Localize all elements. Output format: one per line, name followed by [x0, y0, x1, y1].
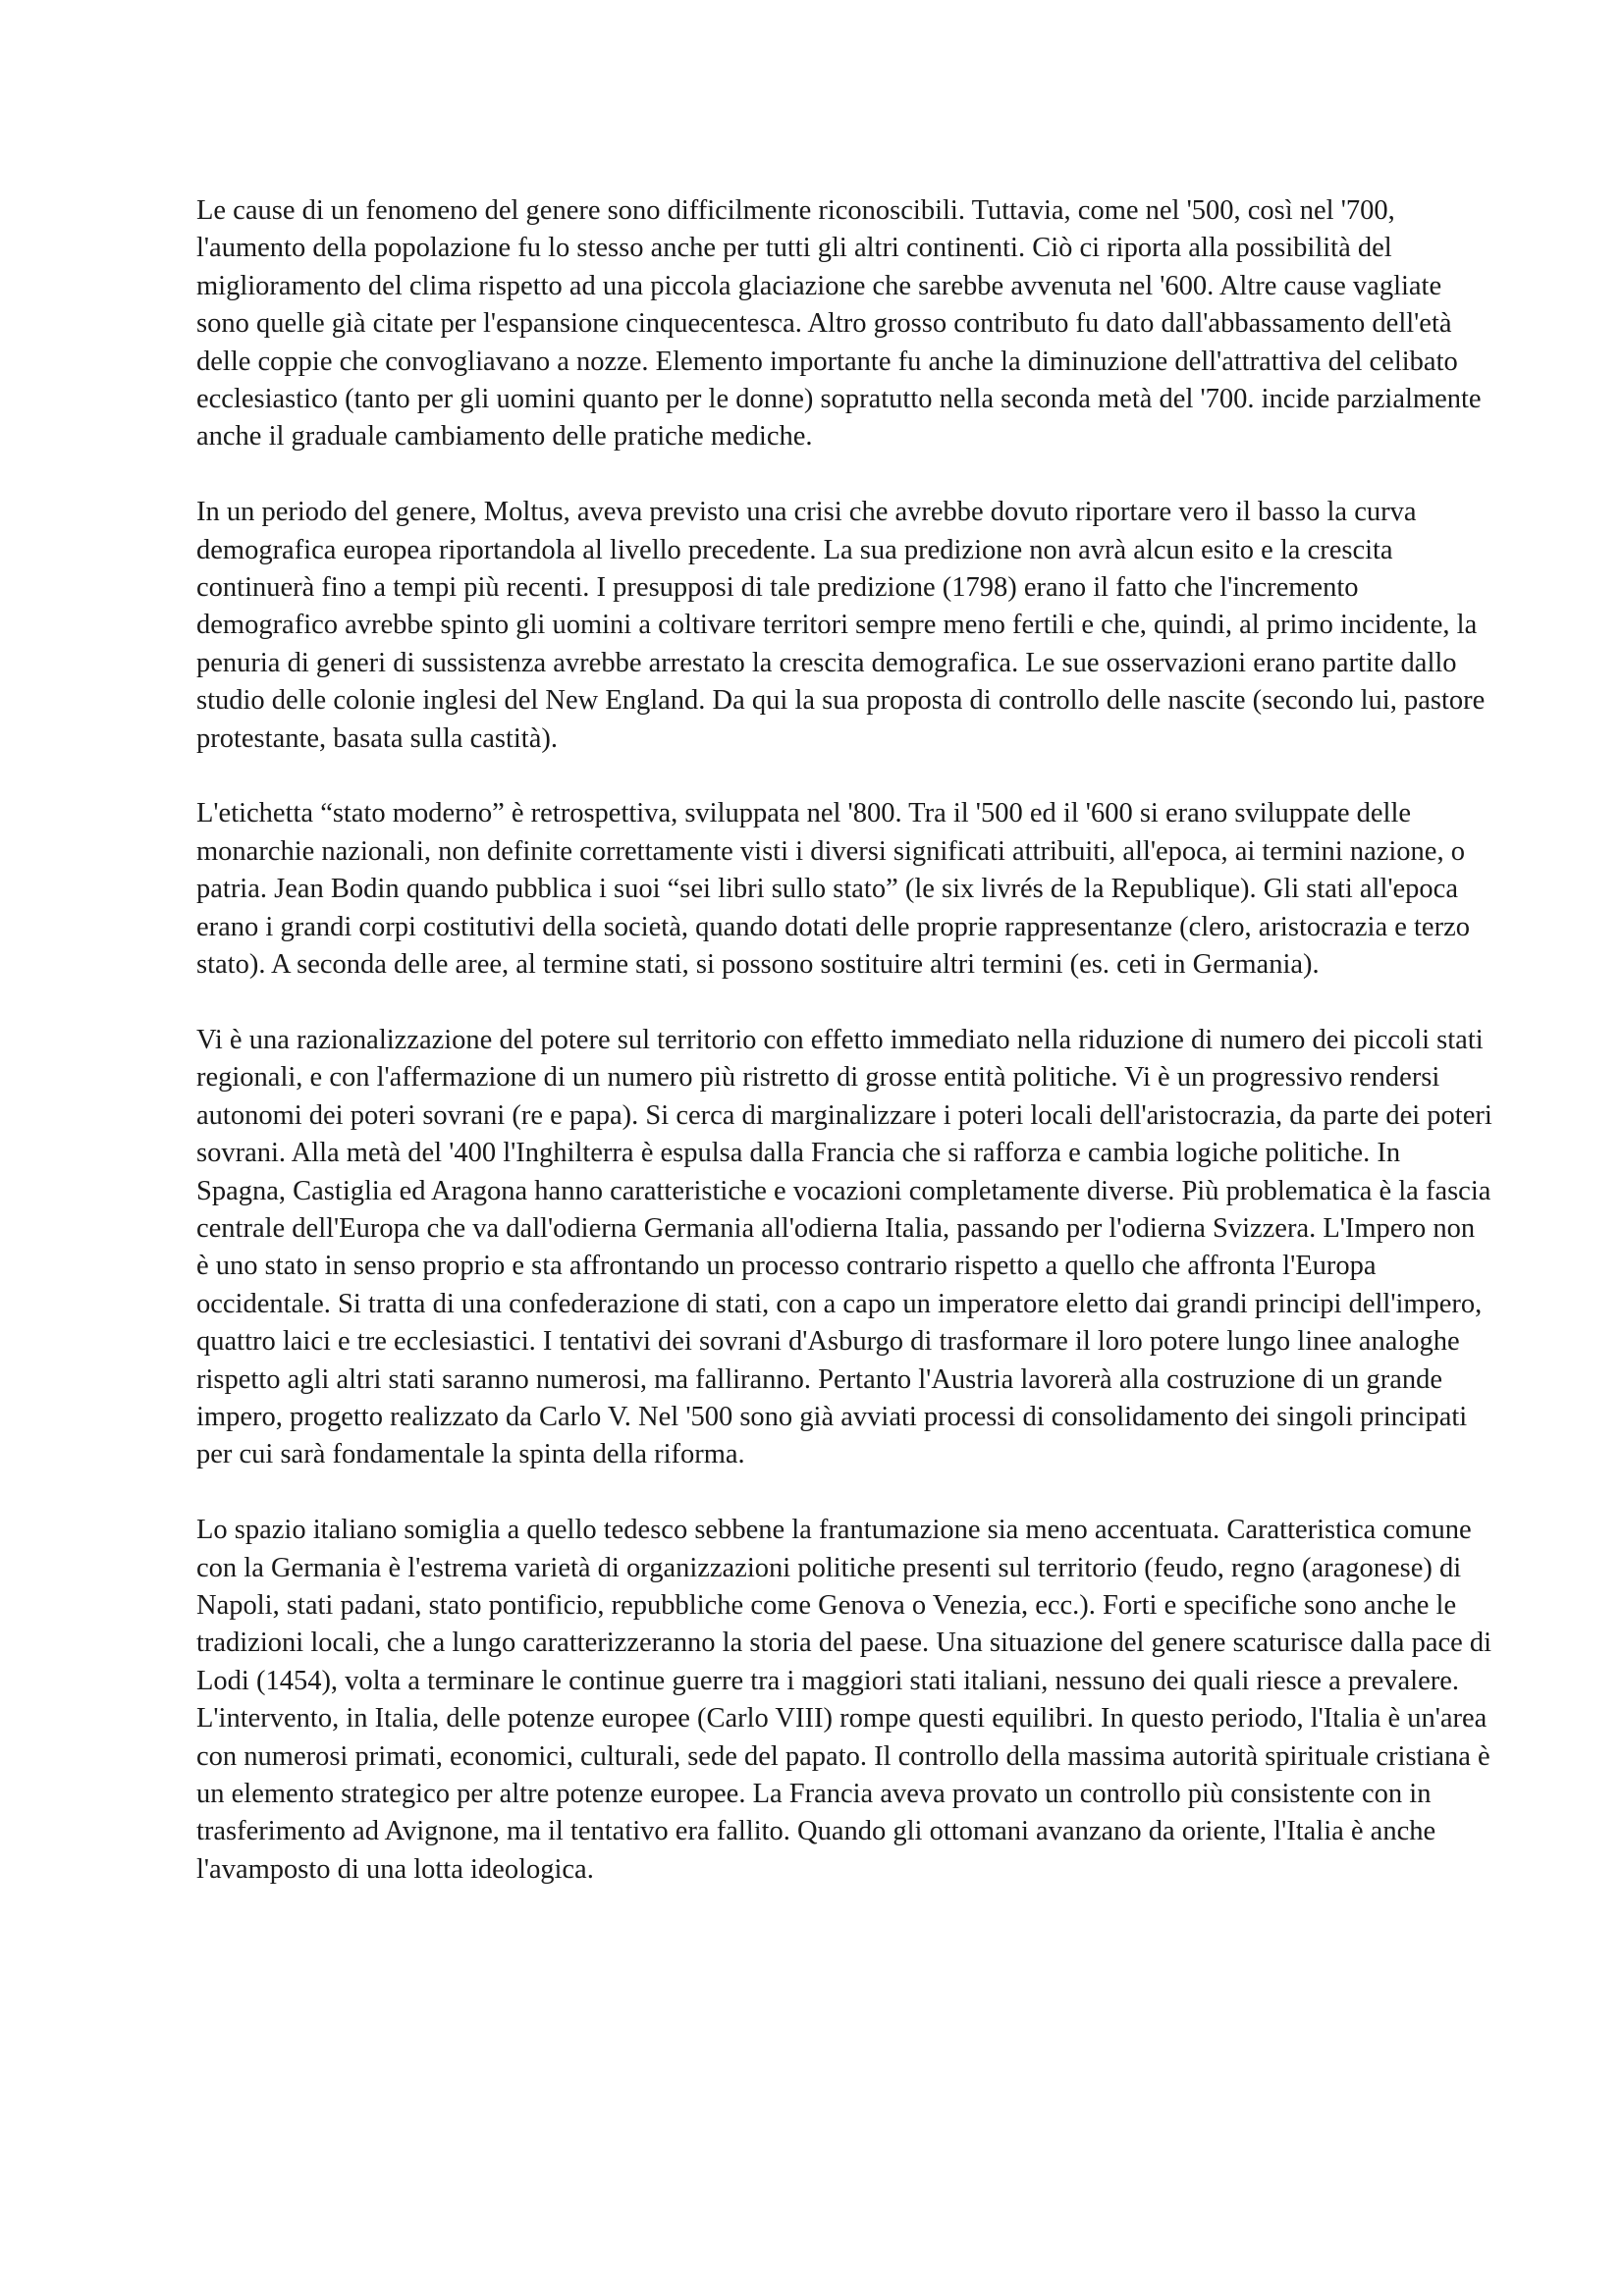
- paragraph-causes-population-growth: Le cause di un fenomeno del genere sono difficilmente riconoscibili. Tuttavia, come nel '500, così nel '700, l'aumento della popolazione fu lo stesso anche per tutti gli altri continenti. Ciò ci riporta alla possibilità del miglioramento del clima rispetto ad una piccola glaciazione che sarebbe avvenuta nel '600. Altre cause vagliate sono quelle già citate per l'espansione cinquecentesca. Altro grosso contributo fu dato dall'abbassamento dell'età delle coppie che convogliavano a nozze. Elemento importante fu anche la diminuzione dell'attrattiva del celibato ecclesiastico (tanto per gli uomini quanto per le donne) sopratutto nella seconda metà del '700. incide parzialmente anche il graduale cambiamento delle pratiche mediche.: [196, 195, 1482, 453]
- paragraph-italian-space: Lo spazio italiano somiglia a quello tedesco sebbene la frantumazione sia meno accentuata. Caratteristica comune con la Germania è l'estrema varietà di organizzazioni politiche presenti sul territorio (feudo, regno (aragonese) di Napoli, stati padani, stato pontificio, repubbliche come Genova o Venezia, ecc.). Forti e specifiche sono anche le tradizioni locali, che a lungo caratterizzeranno la storia del paese. Una situazione del genere scaturisce dalla pace di Lodi (1454), volta a terminare le continue guerre tra i maggiori stati italiani, nessuno dei quali riesce a prevalere. L'intervento, in Italia, delle potenze europee (Carlo VIII) rompe questi equilibri. In questo periodo, l'Italia è un'area con numerosi primati, economici, culturali, sede del papato. Il controllo della massima autorità spirituale cristiana è un elemento strategico per altre potenze europee. La Francia aveva provato un controllo più consistente con in trasferimento ad Avignone, ma il tentativo era fallito. Quando gli ottomani avanzano da oriente, l'Italia è anche l'avamposto di una lotta ideologica.: [196, 1515, 1492, 1885]
- paragraph-moltus-prediction: In un periodo del genere, Moltus, aveva previsto una crisi che avrebbe dovuto riportare vero il basso la curva demografica europea riportandola al livello precedente. La sua predizione non avrà alcun esito e la crescita continuerà fino a tempi più recenti. I presupposi di tale predizione (1798) erano il fatto che l'incremento demografico avrebbe spinto gli uomini a coltivare territori sempre meno fertili e che, quindi, al primo incidente, la penuria di generi di sussistenza avrebbe arrestato la crescita demografica. Le sue osservazioni erano partite dallo studio delle colonie inglesi del New England. Da qui la sua proposta di controllo delle nascite (secondo lui, pastore protestante, basata sulla castità).: [196, 497, 1486, 754]
- paragraph-rationalization-of-power: Vi è una razionalizzazione del potere sul territorio con effetto immediato nella riduzione di numero dei piccoli stati regionali, e con l'affermazione di un numero più ristretto di grosse entità politiche. Vi è un progressivo rendersi autonomi dei poteri sovrani (re e papa). Si cerca di marginalizzare i poteri locali dell'aristocrazia, da parte dei poteri sovrani. Alla metà del '400 l'Inghilterra è espulsa dalla Francia che si rafforza e cambia logiche politiche. In Spagna, Castiglia ed Aragona hanno caratteristiche e vocazioni completamente diverse. Più problematica è la fascia centrale dell'Europa che va dall'odierna Germania all'odierna Italia, passando per l'odierna Svizzera. L'Impero non è uno stato in senso proprio e sta affrontando un processo contrario rispetto a quello che affronta l'Europa occidentale. Si tratta di una confederazione di stati, con a capo un imperatore eletto dai grandi principi dell'impero, quattro laici e tre ecclesiastici. I tentativi dei sovrani d'Asburgo di trasformare il loro potere lungo linee analoghe rispetto agli altri stati saranno numerosi, ma falliranno. Pertanto l'Austria lavorerà alla costruzione di un grande impero, progetto realizzato da Carlo V. Nel '500 sono già avviati processi di consolidamento dei singoli principati per cui sarà fondamentale la spinta della riforma.: [196, 1024, 1492, 1470]
- paragraph-modern-state-label: L'etichetta “stato moderno” è retrospettiva, sviluppata nel '800. Tra il '500 ed il '600 si erano sviluppate delle monarchie nazionali, non definite correttamente visti i diversi significati attribuiti, all'epoca, ai termini nazione, o patria. Jean Bodin quando pubblica i suoi “sei libri sullo stato” (le six livrés de la Republique). Gli stati all'epoca erano i grandi corpi costitutivi della società, quando dotati delle proprie rappresentanze (clero, aristocrazia e terzo stato). A seconda delle aree, al termine stati, si possono sostituire altri termini (es. ceti in Germania).: [196, 798, 1470, 981]
- document-body: [196, 192, 1492, 1889]
